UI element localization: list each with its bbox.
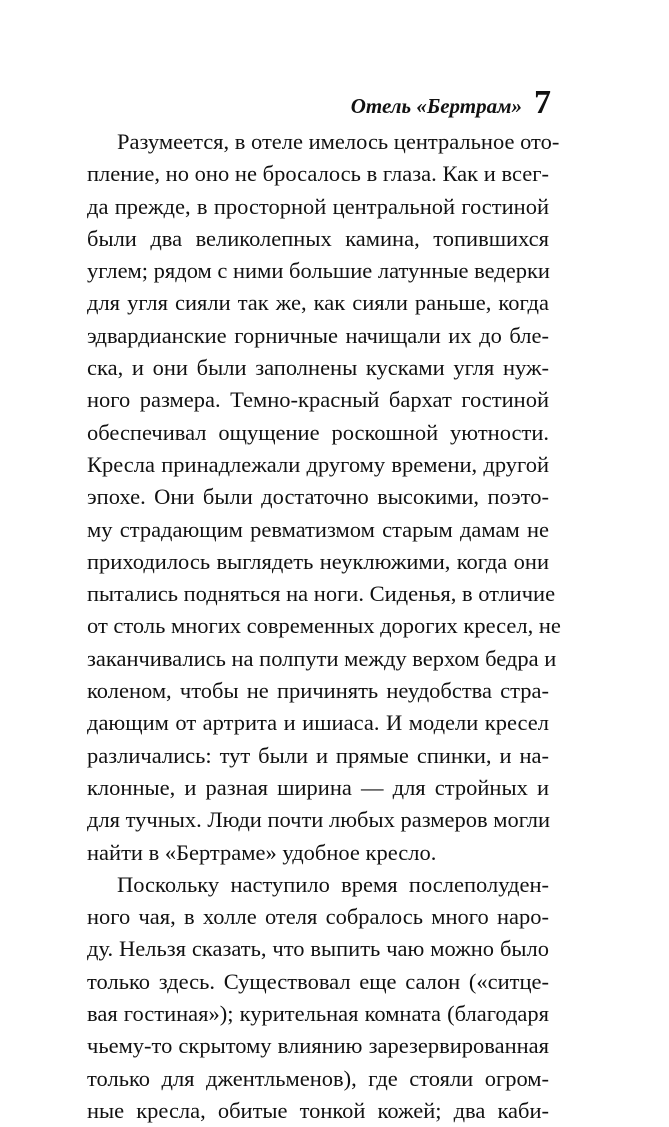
text-line: ного чая, в холле отеля собралось много наро- [87, 904, 549, 930]
text-line: пытались подняться на ноги. Сиденья, в отличие [87, 581, 556, 607]
text-line: найти в «Бертраме» удобное кресло. [87, 839, 437, 865]
text-line: углем; рядом с ними большие латунные ведерки [87, 258, 550, 284]
text-line: чьему-то скрытому влиянию зарезервированная [87, 1033, 549, 1059]
text-line: ду. Нельзя сказать, что выпить чаю можно было [87, 936, 549, 962]
page-number: 7 [534, 84, 551, 121]
text-line: Поскольку наступило время послеполуден- [117, 871, 549, 897]
body-text [87, 126, 561, 1127]
text-line: клонные, и разная ширина — для стройных и [87, 774, 549, 800]
text-line: от столь многих современных дорогих кресел, не [87, 613, 561, 639]
text-line: коленом, чтобы не причинять неудобства стра- [87, 678, 549, 704]
text-line: были два великолепных камина, топившихся [87, 225, 549, 251]
text-line: ные кресла, обитые тонкой кожей; два каби- [87, 1097, 549, 1123]
text-line: ска, и они были заполнены кусками угля нуж- [87, 355, 549, 381]
text-line: только здесь. Существовал еще салон («ситце- [87, 968, 549, 994]
text-line: вая гостиная»); курительная комната (благодаря [87, 1001, 549, 1027]
text-line: для угля сияли так же, как сияли раньше, когда [87, 290, 549, 316]
paragraph-1 [87, 126, 561, 869]
running-title: Отель «Бертрам» [350, 94, 522, 118]
text-line: дающим от артрита и ишиаса. И модели кресел [87, 710, 549, 736]
text-line: Разумеется, в отеле имелось центральное ото- [117, 129, 560, 154]
text-line: различались: тут были и прямые спинки, и на- [87, 742, 549, 768]
text-line: му страдающим ревматизмом старым дамам не [87, 516, 549, 542]
text-line: пление, но оно не бросалось в глаза. Как и всег- [87, 161, 549, 187]
text-line: ного размера. Темно-красный бархат гостиной [87, 387, 549, 413]
text-line: эпохе. Они были достаточно высокими, поэто- [87, 484, 549, 510]
text-line: обеспечивал ощущение роскошной уютности. [87, 419, 549, 445]
text-line: заканчивались на полпути между верхом бедра и [87, 645, 557, 671]
text-line: Кресла принадлежали другому времени, другой [87, 451, 549, 477]
text-line: да прежде, в просторной центральной гостиной [87, 193, 549, 219]
running-head [351, 86, 551, 120]
paragraph-2 [87, 869, 549, 1127]
text-line: приходилось выглядеть неуклюжими, когда они [87, 548, 549, 574]
text-line: только для джентльменов), где стояли огром- [87, 1065, 549, 1091]
text-line: эдвардианские горничные начищали их до бле- [87, 322, 549, 348]
text-line: для тучных. Люди почти любых размеров могли [87, 807, 551, 833]
